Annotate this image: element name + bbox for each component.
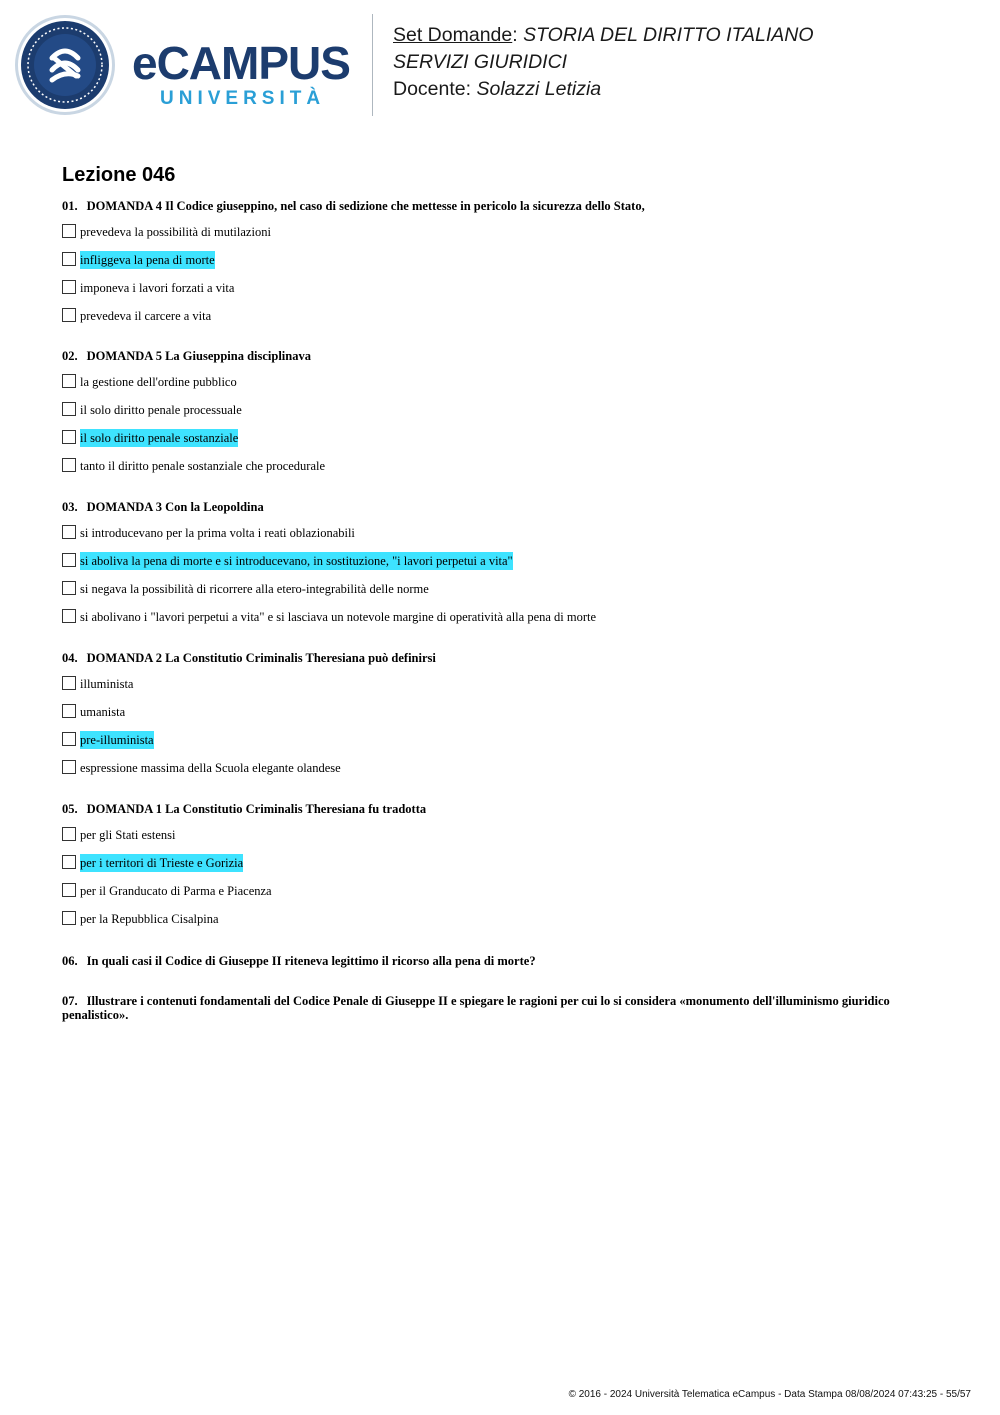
answer-checkbox[interactable] [62, 732, 76, 746]
answer-label: si negava la possibilità di ricorrere alla etero-integrabilità delle norme [80, 582, 429, 596]
answer-label: tanto il diritto penale sostanziale che procedurale [80, 459, 326, 473]
answer-checkbox[interactable] [62, 252, 76, 266]
answer-checkbox[interactable] [62, 609, 76, 623]
answer-checkbox[interactable] [62, 760, 76, 774]
docente-line: Docente: Solazzi Letizia [393, 78, 602, 100]
question-number: 04. [62, 651, 78, 665]
course-info [393, 22, 814, 103]
question-number: 01. [62, 199, 78, 213]
set-line: Set Domande: STORIA DEL DIRITTO ITALIANO [393, 24, 814, 46]
brand-subtitle: UNIVERSITÀ [160, 88, 326, 109]
question-text: Illustrare i contenuti fondamentali del Codice Penale di Giuseppe II e spiegare le ragioni per cui lo si considera «monumento dell'illuminismo giuridico penalistico». [62, 994, 890, 1022]
question-1 [62, 199, 942, 213]
answer-label: il solo diritto penale processuale [80, 403, 242, 417]
answer-label: si abolivano i "lavori perpetui a vita" e si lasciava un notevole margine di operatività alla pena di morte [80, 610, 597, 624]
brand-name: eCAMPUS [132, 37, 350, 89]
page-header [0, 0, 1000, 130]
answer-label: si introducevano per la prima volta i reati oblazionabili [80, 526, 355, 540]
answer-checkbox[interactable] [62, 525, 76, 539]
docente-label: Docente [393, 78, 466, 100]
question-text: DOMANDA 2 La Constitutio Criminalis Theresiana può definirsi [86, 651, 436, 665]
answer-label-highlighted: pre-illuminista [80, 733, 154, 747]
question-text: DOMANDA 1 La Constitutio Criminalis Theresiana fu tradotta [86, 802, 427, 816]
question-number: 03. [62, 500, 78, 514]
course-subtitle-line [393, 49, 814, 76]
question-number: 07. [62, 994, 78, 1008]
answer-label: per il Granducato di Parma e Piacenza [80, 884, 272, 898]
answer-checkbox[interactable] [62, 581, 76, 595]
question-text: DOMANDA 3 Con la Leopoldina [86, 500, 264, 514]
answer-label: la gestione dell'ordine pubblico [80, 375, 237, 389]
question-text: DOMANDA 4 Il Codice giuseppino, nel caso di sedizione che mettesse in pericolo la sicurezza dello Stato, [86, 199, 645, 213]
answer-label: per la Repubblica Cisalpina [80, 912, 219, 926]
answer-checkbox[interactable] [62, 308, 76, 322]
answer-checkbox[interactable] [62, 402, 76, 416]
answer-label: prevedeva il carcere a vita [80, 309, 212, 323]
answer-checkbox[interactable] [62, 827, 76, 841]
answer-checkbox[interactable] [62, 676, 76, 690]
answer-label-highlighted: il solo diritto penale sostanziale [80, 431, 239, 445]
answer-checkbox[interactable] [62, 553, 76, 567]
question-6 [62, 954, 942, 968]
question-5 [62, 802, 942, 816]
question-number: 05. [62, 802, 78, 816]
answer-checkbox[interactable] [62, 430, 76, 444]
answer-checkbox[interactable] [62, 704, 76, 718]
answer-checkbox[interactable] [62, 855, 76, 869]
question-number: 06. [62, 954, 78, 968]
answer-checkbox[interactable] [62, 224, 76, 238]
set-label: Set Domande [393, 24, 513, 46]
answer-checkbox[interactable] [62, 374, 76, 388]
question-3 [62, 500, 942, 514]
docente-name: Solazzi Letizia [476, 78, 602, 100]
question-text: DOMANDA 5 La Giuseppina disciplinava [86, 349, 311, 363]
answer-checkbox[interactable] [62, 883, 76, 897]
answer-label: per gli Stati estensi [80, 828, 176, 842]
answer-checkbox[interactable] [62, 280, 76, 294]
page-footer: © 2016 - 2024 Università Telematica eCampus - Data Stampa 08/08/2024 07:43:25 - 55/57 [568, 1389, 971, 1400]
header-divider [372, 14, 373, 116]
lesson-title: Lezione 046 [62, 164, 176, 186]
course-title: STORIA DEL DIRITTO ITALIANO [523, 24, 814, 46]
answer-checkbox[interactable] [62, 458, 76, 472]
answer-label-highlighted: infliggeva la pena di morte [80, 253, 215, 267]
answer-label: illuminista [80, 677, 134, 691]
question-2 [62, 349, 942, 363]
answer-checkbox[interactable] [62, 911, 76, 925]
course-subtitle: SERVIZI GIURIDICI [393, 51, 568, 73]
brand-wordmark [132, 37, 357, 112]
answer-label-highlighted: si aboliva la pena di morte e si introducevano, in sostituzione, "i lavori perpetui a vita" [80, 554, 513, 568]
question-4 [62, 651, 942, 665]
answer-label: prevedeva la possibilità di mutilazioni [80, 225, 271, 239]
question-text: In quali casi il Codice di Giuseppe II riteneva legittimo il ricorso alla pena di morte? [86, 954, 536, 968]
question-7 [62, 994, 942, 1022]
answer-label: espressione massima della Scuola elegante olandese [80, 761, 341, 775]
question-number: 02. [62, 349, 78, 363]
answer-label-highlighted: per i territori di Trieste e Gorizia [80, 856, 244, 870]
answer-label: imponeva i lavori forzati a vita [80, 281, 235, 295]
university-seal-logo [14, 14, 116, 116]
answer-label: umanista [80, 705, 126, 719]
